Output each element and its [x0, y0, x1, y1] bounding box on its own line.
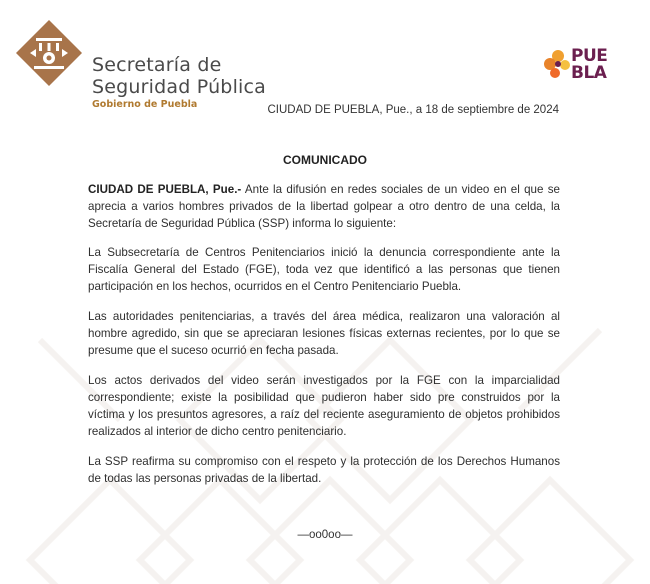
document-title: COMUNICADO — [283, 153, 367, 167]
lead-paragraph — [88, 181, 560, 233]
paragraph-compromiso: La SSP reafirma su compromiso con el respeto y la protección de los Derechos Humanos de todas las personas privadas de la libertad. — [88, 455, 560, 486]
date-line: CIUDAD DE PUEBLA, Pue., a 18 de septiembre de 2024 — [267, 104, 559, 116]
lead-text: Ante la difusión en redes sociales de un video en el que se aprecia a varios hombres privados de la libertad golpear a otro dentro de una celda, la Secretaría de Seguridad Pública (SSP) informa lo siguiente: — [88, 183, 560, 231]
org-name-line2: Seguridad Pública — [92, 76, 267, 98]
puebla-logo — [543, 48, 618, 98]
org-name — [92, 54, 266, 98]
paragraph-valoracion: Las autoridades penitenciarias, a través del área médica, realizaron una valoración al hombre agredido, sin que se apreciaran lesiones físicas externas recientes, por lo que se presume que el suceso ocurrió en fecha pasada. — [88, 309, 560, 358]
document-body — [88, 181, 560, 500]
puebla-wordmark — [571, 48, 607, 82]
puebla-flower-icon — [543, 48, 573, 82]
closing-mark: —oo0oo— — [297, 529, 353, 541]
puebla-wordmark-top: PUE — [571, 46, 608, 66]
puebla-wordmark-bottom: BLA — [571, 63, 607, 83]
paragraph-investigacion: Los actos derivados del video serán investigados por la FGE con la imparcialidad correspondiente; existe la posibilidad que pudieron haber sido pre construidos por la víctima y los presuntos agresores, a raíz del reciente aseguramiento de objetos prohibidos realizados al interior de dicho centro penitenciario. — [88, 373, 560, 439]
ssp-emblem-icon — [14, 18, 84, 88]
lead-label: CIUDAD DE PUEBLA, Pue.- — [88, 183, 242, 196]
org-name-line1: Secretaría de — [92, 54, 222, 76]
ssp-logo — [14, 12, 274, 112]
org-subtitle: Gobierno de Puebla — [92, 99, 198, 110]
paragraph-denuncia: La Subsecretaría de Centros Penitenciarios inició la denuncia correspondiente ante la Fiscalía General del Estado (FGE), toda vez que identificó a las personas que tienen participación en los hechos, ocurridos en el Centro Penitenciario Puebla. — [88, 245, 560, 294]
